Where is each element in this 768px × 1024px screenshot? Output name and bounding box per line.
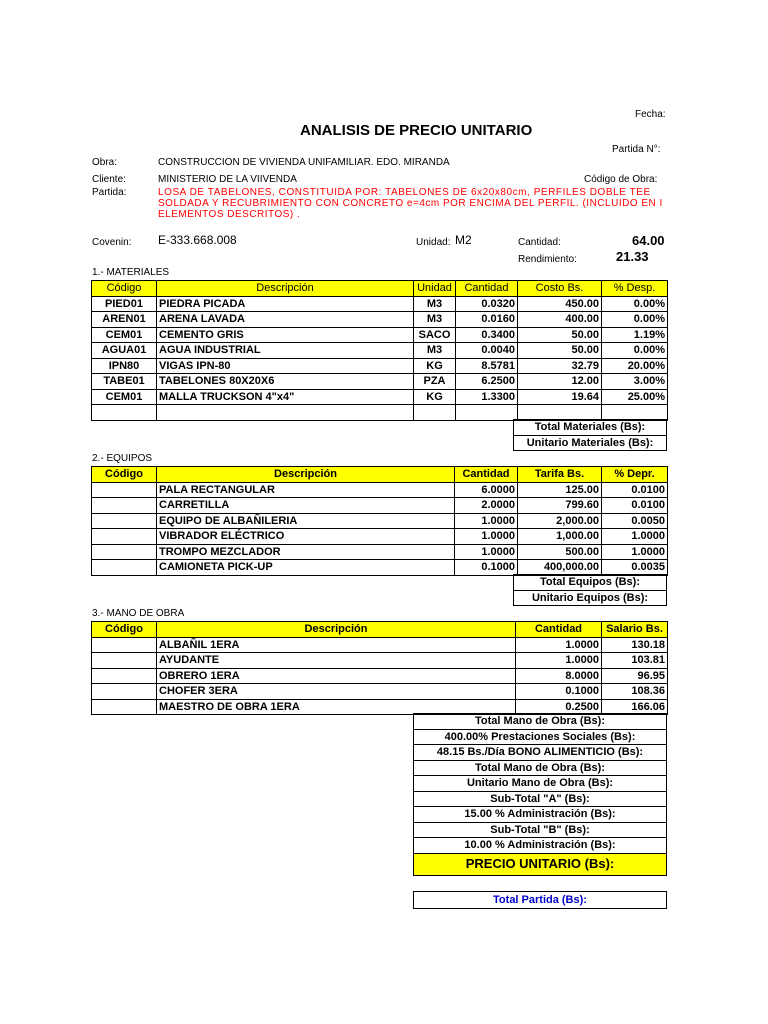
table-cell: 130.18	[602, 637, 668, 653]
table-cell: CEM01	[92, 389, 157, 405]
table-cell: 1.0000	[516, 653, 602, 669]
table-cell	[92, 498, 157, 514]
materiales-section-title: 1.- MATERIALES	[92, 267, 170, 278]
table-cell: 500.00	[518, 544, 602, 560]
table-cell	[92, 684, 157, 700]
rendimiento-value: 21.33	[616, 249, 649, 264]
table-cell: 20.00%	[602, 358, 668, 374]
table-cell: 450.00	[518, 296, 602, 312]
table-row	[92, 374, 668, 390]
table-cell	[92, 513, 157, 529]
table-cell: 12.00	[518, 374, 602, 390]
table-cell	[92, 560, 157, 576]
table-cell: KG	[414, 358, 456, 374]
summary-label: Total Mano de Obra (Bs):	[414, 760, 667, 776]
table-cell	[92, 637, 157, 653]
table-cell: 1.0000	[602, 544, 668, 560]
table-cell: 799.60	[518, 498, 602, 514]
col-header: Unidad	[414, 281, 456, 297]
table-cell: MALLA TRUCKSON 4"x4"	[157, 389, 414, 405]
summary-label: Sub-Total "A" (Bs):	[414, 791, 667, 807]
summary-row	[414, 776, 667, 792]
table-cell: CAMIONETA PICK-UP	[157, 560, 455, 576]
equipos-header-row	[92, 467, 668, 483]
col-header: Código	[92, 467, 157, 483]
table-cell: PIED01	[92, 296, 157, 312]
table-cell: TABELONES 80X20X6	[157, 374, 414, 390]
table-cell: CARRETILLA	[157, 498, 455, 514]
summary-row	[414, 714, 667, 730]
table-cell: PIEDRA PICADA	[157, 296, 414, 312]
precio-unitario-label: PRECIO UNITARIO (Bs):	[414, 853, 667, 875]
table-cell: 166.06	[602, 699, 668, 715]
partida-line-2: SOLDADA Y RECUBRIMIENTO CON CONCRETO e=4cm POR ENCIMA DEL PERFIL. (INCLUIDO EN I	[158, 198, 663, 209]
table-cell: AGUA INDUSTRIAL	[157, 343, 414, 359]
materiales-body	[92, 296, 668, 405]
table-row	[92, 498, 668, 514]
mano-obra-table	[91, 621, 668, 715]
table-cell: 0.00%	[602, 312, 668, 328]
col-header: Descripción	[157, 281, 414, 297]
table-cell: 0.0160	[456, 312, 518, 328]
table-row	[92, 637, 668, 653]
table-cell: 0.1000	[516, 684, 602, 700]
col-header: Descripción	[157, 622, 516, 638]
table-row	[92, 482, 668, 498]
summary-row	[414, 791, 667, 807]
table-row	[92, 653, 668, 669]
col-header: % Desp.	[602, 281, 668, 297]
table-cell: 0.00%	[602, 296, 668, 312]
table-cell: 1.0000	[455, 544, 518, 560]
partida-line-3: ELEMENTOS DESCRITOS) .	[158, 209, 301, 220]
obra-label: Obra:	[92, 157, 118, 168]
table-cell	[92, 482, 157, 498]
col-header: Descripción	[157, 467, 455, 483]
table-cell: 6.2500	[456, 374, 518, 390]
table-cell: 0.1000	[455, 560, 518, 576]
summary-row	[414, 807, 667, 823]
table-row	[92, 327, 668, 343]
summary-label: 400.00% Prestaciones Sociales (Bs):	[414, 729, 667, 745]
summary-row	[414, 760, 667, 776]
page-title: ANALISIS DE PRECIO UNITARIO	[300, 122, 533, 139]
table-cell: SACO	[414, 327, 456, 343]
table-cell: 125.00	[518, 482, 602, 498]
table-cell: 8.5781	[456, 358, 518, 374]
unitario-materiales-label: Unitario Materiales (Bs):	[514, 435, 667, 451]
table-cell: M3	[414, 312, 456, 328]
mano-obra-section-title: 3.- MANO DE OBRA	[92, 608, 185, 619]
materiales-header-row	[92, 281, 668, 297]
table-row	[92, 296, 668, 312]
cliente-label: Cliente:	[92, 174, 126, 185]
table-cell: 3.00%	[602, 374, 668, 390]
col-header: Costo Bs.	[518, 281, 602, 297]
summary-label: 48.15 Bs./Día BONO ALIMENTICIO (Bs):	[414, 745, 667, 761]
col-header: Código	[92, 281, 157, 297]
summary-table	[413, 713, 667, 876]
equipos-body	[92, 482, 668, 575]
table-cell: 32.79	[518, 358, 602, 374]
mano-obra-body	[92, 637, 668, 715]
total-equipos-label: Total Equipos (Bs):	[514, 575, 667, 591]
table-row	[92, 343, 668, 359]
table-cell: IPN80	[92, 358, 157, 374]
table-cell: M3	[414, 296, 456, 312]
table-cell: 6.0000	[455, 482, 518, 498]
obra-value: CONSTRUCCION DE VIVIENDA UNIFAMILIAR. EDO. MIRANDA	[158, 157, 450, 168]
table-cell: ALBAÑIL 1ERA	[157, 637, 516, 653]
covenin-label: Covenin:	[92, 237, 132, 248]
table-cell: 2,000.00	[518, 513, 602, 529]
table-cell: 0.3400	[456, 327, 518, 343]
equipos-totals	[513, 574, 667, 606]
table-cell: VIGAS IPN-80	[157, 358, 414, 374]
fecha-label: Fecha:	[635, 109, 666, 120]
table-row	[92, 544, 668, 560]
table-cell	[92, 653, 157, 669]
cliente-value: MINISTERIO DE LA VIIVENDA	[158, 174, 297, 185]
mano-obra-header-row	[92, 622, 668, 638]
col-header: Cantidad	[456, 281, 518, 297]
summary-row	[414, 745, 667, 761]
table-cell: MAESTRO DE OBRA 1ERA	[157, 699, 516, 715]
table-row	[92, 684, 668, 700]
table-cell: 1.0000	[602, 529, 668, 545]
col-header: Salario Bs.	[602, 622, 668, 638]
rendimiento-label: Rendimiento:	[518, 254, 577, 265]
table-row	[92, 513, 668, 529]
cantidad-label: Cantidad:	[518, 237, 561, 248]
col-header: Tarifa Bs.	[518, 467, 602, 483]
summary-label: Total Mano de Obra (Bs):	[414, 714, 667, 730]
summary-row	[414, 838, 667, 854]
unidad-label: Unidad:	[416, 237, 451, 248]
table-cell: M3	[414, 343, 456, 359]
table-cell: 0.0320	[456, 296, 518, 312]
table-cell: CHOFER 3ERA	[157, 684, 516, 700]
table-cell: 25.00%	[602, 389, 668, 405]
table-cell: 0.0035	[602, 560, 668, 576]
table-cell: 0.0040	[456, 343, 518, 359]
partida-label: Partida:	[92, 187, 127, 198]
table-row	[92, 358, 668, 374]
table-cell: 0.0050	[602, 513, 668, 529]
table-cell: 1,000.00	[518, 529, 602, 545]
table-cell: PZA	[414, 374, 456, 390]
equipos-section-title: 2.- EQUIPOS	[92, 453, 153, 464]
table-cell: 1.0000	[455, 529, 518, 545]
covenin-value: E-333.668.008	[158, 233, 237, 247]
table-cell: EQUIPO DE ALBAÑILERIA	[157, 513, 455, 529]
table-cell: 2.0000	[455, 498, 518, 514]
table-cell: TABE01	[92, 374, 157, 390]
col-header: Cantidad	[516, 622, 602, 638]
table-row	[92, 668, 668, 684]
table-row	[92, 529, 668, 545]
table-cell: 400,000.00	[518, 560, 602, 576]
table-cell: 96.95	[602, 668, 668, 684]
total-partida-table	[413, 891, 667, 909]
table-cell: AGUA01	[92, 343, 157, 359]
table-cell: TROMPO MEZCLADOR	[157, 544, 455, 560]
table-row	[92, 560, 668, 576]
table-cell: 0.0100	[602, 482, 668, 498]
partida-line-1: LOSA DE TABELONES, CONSTITUIDA POR: TABELONES DE 6x20x80cm, PERFILES DOBLE TEE	[158, 187, 651, 198]
total-partida-label: Total Partida (Bs):	[414, 892, 667, 909]
col-header: Código	[92, 622, 157, 638]
table-cell: 0.2500	[516, 699, 602, 715]
summary-label: 15.00 % Administración (Bs):	[414, 807, 667, 823]
table-cell: KG	[414, 389, 456, 405]
table-cell: 8.0000	[516, 668, 602, 684]
materiales-totals	[513, 419, 667, 451]
summary-label: Unitario Mano de Obra (Bs):	[414, 776, 667, 792]
table-cell: 50.00	[518, 327, 602, 343]
table-cell	[92, 529, 157, 545]
table-cell: PALA RECTANGULAR	[157, 482, 455, 498]
table-cell: ARENA LAVADA	[157, 312, 414, 328]
table-cell: 1.19%	[602, 327, 668, 343]
total-materiales-label: Total Materiales (Bs):	[514, 420, 667, 436]
summary-row	[414, 729, 667, 745]
table-cell: 108.36	[602, 684, 668, 700]
col-header: % Depr.	[602, 467, 668, 483]
table-cell	[92, 699, 157, 715]
table-cell	[92, 544, 157, 560]
summary-row	[414, 822, 667, 838]
table-cell	[92, 668, 157, 684]
col-header: Cantidad	[455, 467, 518, 483]
table-cell: 1.0000	[516, 637, 602, 653]
cantidad-value: 64.00	[632, 233, 665, 248]
table-cell: VIBRADOR ELÉCTRICO	[157, 529, 455, 545]
table-cell: 0.00%	[602, 343, 668, 359]
unidad-value: M2	[455, 233, 472, 247]
table-cell: 0.0100	[602, 498, 668, 514]
table-cell: AREN01	[92, 312, 157, 328]
table-cell: 400.00	[518, 312, 602, 328]
table-cell: 1.0000	[455, 513, 518, 529]
table-cell: 103.81	[602, 653, 668, 669]
equipos-table	[91, 466, 668, 576]
summary-body	[414, 714, 667, 854]
table-cell: 1.3300	[456, 389, 518, 405]
table-row-empty	[92, 405, 668, 421]
table-row	[92, 389, 668, 405]
summary-label: Sub-Total "B" (Bs):	[414, 822, 667, 838]
table-cell: CEMENTO GRIS	[157, 327, 414, 343]
unitario-equipos-label: Unitario Equipos (Bs):	[514, 590, 667, 606]
materiales-table	[91, 280, 668, 421]
table-cell: AYUDANTE	[157, 653, 516, 669]
table-row	[92, 312, 668, 328]
table-cell: CEM01	[92, 327, 157, 343]
table-cell: OBRERO 1ERA	[157, 668, 516, 684]
table-cell: 19.64	[518, 389, 602, 405]
summary-label: 10.00 % Administración (Bs):	[414, 838, 667, 854]
codigo-obra-label: Código de Obra:	[584, 174, 658, 185]
table-cell: 50.00	[518, 343, 602, 359]
partida-no-label: Partida N°:	[612, 144, 661, 155]
